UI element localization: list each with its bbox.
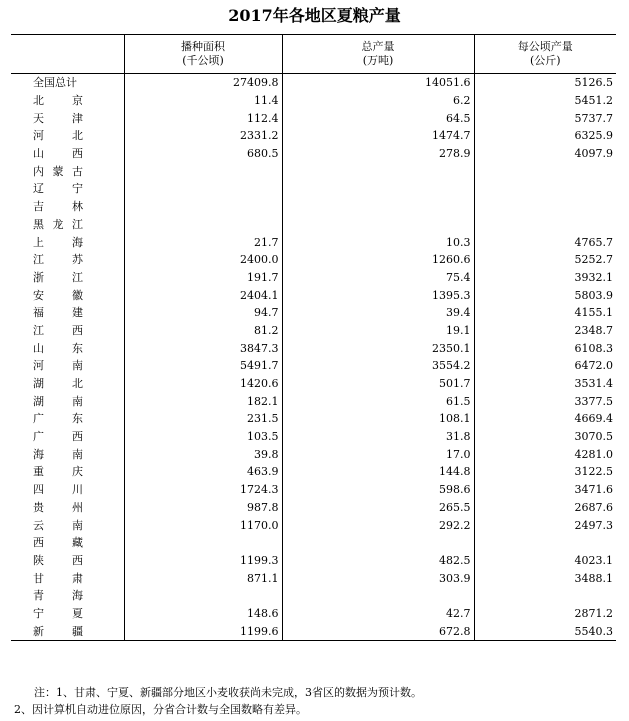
region-cell [11,269,124,287]
region-name: 贵 州 [33,500,83,514]
area-cell [124,534,282,552]
table-row [11,92,616,110]
output-cell: 501.7 [282,375,474,393]
yield-cell: 3122.5 [474,463,616,481]
area-cell: 27409.8 [124,74,282,92]
output-cell: 265.5 [282,499,474,517]
yield-cell: 3070.5 [474,428,616,446]
table-row [11,109,616,127]
output-cell [282,534,474,552]
area-cell: 680.5 [124,145,282,163]
area-cell [124,587,282,605]
yield-cell: 2348.7 [474,322,616,340]
yield-cell: 5540.3 [474,622,616,640]
output-cell: 39.4 [282,304,474,322]
region-cell [11,534,124,552]
table-row [11,552,616,570]
region-name: 吉 林 [33,200,83,214]
output-cell: 61.5 [282,392,474,410]
region-cell [11,605,124,623]
region-cell [11,375,124,393]
region-cell [11,233,124,251]
output-cell: 6.2 [282,92,474,110]
header-area-unit: (千公顷) [182,54,224,67]
yield-cell: 3531.4 [474,375,616,393]
area-cell: 2331.2 [124,127,282,145]
region-name: 山 西 [33,147,83,161]
region-cell [11,516,124,534]
table-header-row [11,35,616,74]
region-name: 全国总计 [33,76,77,90]
output-cell: 2350.1 [282,339,474,357]
region-cell [11,198,124,216]
area-cell: 21.7 [124,233,282,251]
yield-cell: 2497.3 [474,516,616,534]
area-cell: 3847.3 [124,339,282,357]
region-cell [11,286,124,304]
region-name: 湖 北 [33,377,83,391]
yield-cell: 6108.3 [474,339,616,357]
region-name: 新 疆 [33,624,83,638]
table-row [11,145,616,163]
region-name: 云 南 [33,518,83,532]
output-cell [282,198,474,216]
yield-cell [474,180,616,198]
output-cell: 292.2 [282,516,474,534]
table-row [11,534,616,552]
header-area-label: 播种面积 [181,40,225,53]
output-cell [282,180,474,198]
region-cell [11,109,124,127]
output-cell: 482.5 [282,552,474,570]
area-cell: 39.8 [124,445,282,463]
output-cell: 144.8 [282,463,474,481]
table-row [11,499,616,517]
yield-cell: 5451.2 [474,92,616,110]
area-cell: 1170.0 [124,516,282,534]
yield-cell [474,587,616,605]
table-row [11,392,616,410]
region-name: 江 苏 [33,253,83,267]
region-name: 陕 西 [33,553,83,567]
output-cell: 14051.6 [282,74,474,92]
region-name: 山 东 [33,341,83,355]
area-cell [124,180,282,198]
header-output-unit: (万吨) [362,54,394,67]
table-row [11,463,616,481]
table-row [11,233,616,251]
area-cell: 1420.6 [124,375,282,393]
table-row [11,445,616,463]
area-cell [124,198,282,216]
region-name: 重 庆 [33,465,83,479]
footnotes [14,684,422,718]
table-row [11,304,616,322]
footnote-2: 2、因计算机自动进位原因，分省合计数与全国数略有差异。 [14,703,307,716]
yield-cell: 5252.7 [474,251,616,269]
yield-cell [474,534,616,552]
yield-cell: 2687.6 [474,499,616,517]
yield-cell: 5126.5 [474,74,616,92]
table-row [11,428,616,446]
output-cell [282,587,474,605]
table-row [11,339,616,357]
area-cell: 81.2 [124,322,282,340]
region-name: 海 南 [33,447,83,461]
header-area [124,35,282,74]
region-cell [11,162,124,180]
region-name: 西 藏 [33,536,83,550]
region-cell [11,180,124,198]
area-cell [124,162,282,180]
area-cell: 94.7 [124,304,282,322]
region-name: 黑龙江 [33,217,83,231]
table-body [11,74,616,641]
yield-cell: 4765.7 [474,233,616,251]
output-cell: 598.6 [282,481,474,499]
area-cell: 987.8 [124,499,282,517]
area-cell: 182.1 [124,392,282,410]
area-cell: 1724.3 [124,481,282,499]
area-cell: 2400.0 [124,251,282,269]
output-cell: 17.0 [282,445,474,463]
region-cell [11,481,124,499]
data-table [11,34,616,641]
area-cell: 103.5 [124,428,282,446]
yield-cell: 5803.9 [474,286,616,304]
footnote-1: 注：1、甘肃、宁夏、新疆部分地区小麦收获尚未完成，3省区的数据为预计数。 [34,686,422,699]
yield-cell: 3488.1 [474,569,616,587]
area-cell: 1199.3 [124,552,282,570]
region-cell [11,569,124,587]
area-cell: 191.7 [124,269,282,287]
yield-cell [474,162,616,180]
region-cell [11,410,124,428]
yield-cell: 4281.0 [474,445,616,463]
table-row [11,162,616,180]
data-table-container [11,34,616,641]
region-cell [11,552,124,570]
region-name: 天 津 [33,111,83,125]
output-cell: 303.9 [282,569,474,587]
output-cell: 672.8 [282,622,474,640]
yield-cell: 4097.9 [474,145,616,163]
table-row [11,269,616,287]
area-cell: 112.4 [124,109,282,127]
yield-cell: 5737.7 [474,109,616,127]
yield-cell [474,198,616,216]
yield-cell: 4669.4 [474,410,616,428]
area-cell: 148.6 [124,605,282,623]
region-name: 上 海 [33,235,83,249]
table-row [11,605,616,623]
area-cell: 463.9 [124,463,282,481]
region-cell [11,392,124,410]
region-cell [11,251,124,269]
output-cell: 1260.6 [282,251,474,269]
output-cell: 19.1 [282,322,474,340]
area-cell [124,216,282,234]
region-name: 内蒙古 [33,164,83,178]
table-row [11,198,616,216]
yield-cell: 4155.1 [474,304,616,322]
region-name: 青 海 [33,589,83,603]
region-cell [11,145,124,163]
table-row [11,251,616,269]
table-row [11,180,616,198]
area-cell: 2404.1 [124,286,282,304]
region-cell [11,445,124,463]
region-cell [11,463,124,481]
table-row [11,410,616,428]
output-cell: 1474.7 [282,127,474,145]
region-name: 北 京 [33,94,83,108]
area-cell: 871.1 [124,569,282,587]
yield-cell: 3932.1 [474,269,616,287]
region-name: 辽 宁 [33,182,83,196]
output-cell: 31.8 [282,428,474,446]
output-cell: 3554.2 [282,357,474,375]
area-cell: 1199.6 [124,622,282,640]
region-name: 广 东 [33,412,83,426]
header-output [282,35,474,74]
table-row [11,375,616,393]
header-yield [474,35,616,74]
table-row [11,322,616,340]
output-cell: 108.1 [282,410,474,428]
yield-cell: 3377.5 [474,392,616,410]
yield-cell [474,216,616,234]
table-row [11,569,616,587]
header-output-label: 总产量 [361,40,395,53]
region-cell [11,428,124,446]
output-cell: 10.3 [282,233,474,251]
region-cell [11,499,124,517]
output-cell: 64.5 [282,109,474,127]
yield-cell: 4023.1 [474,552,616,570]
region-name: 浙 江 [33,270,83,284]
region-cell [11,339,124,357]
table-row [11,357,616,375]
region-name: 江 西 [33,323,83,337]
output-cell [282,162,474,180]
output-cell [282,216,474,234]
region-cell [11,216,124,234]
region-cell [11,304,124,322]
header-yield-unit: (公斤) [529,54,561,67]
area-cell: 5491.7 [124,357,282,375]
yield-cell: 2871.2 [474,605,616,623]
region-cell [11,587,124,605]
region-name: 宁 夏 [33,606,83,620]
table-row [11,127,616,145]
output-cell: 42.7 [282,605,474,623]
region-cell [11,92,124,110]
region-name: 四 川 [33,483,83,497]
table-row [11,587,616,605]
region-name: 福 建 [33,306,83,320]
header-yield-label: 每公顷产量 [517,40,573,53]
table-row [11,286,616,304]
area-cell: 11.4 [124,92,282,110]
table-row [11,216,616,234]
region-cell [11,357,124,375]
yield-cell: 6472.0 [474,357,616,375]
output-cell: 278.9 [282,145,474,163]
region-cell [11,622,124,640]
region-name: 湖 南 [33,394,83,408]
header-region [11,35,124,74]
region-name: 广 西 [33,430,83,444]
region-name: 河 北 [33,129,83,143]
region-name: 安 徽 [33,288,83,302]
table-row [11,622,616,640]
region-cell [11,74,124,92]
output-cell: 1395.3 [282,286,474,304]
region-cell [11,127,124,145]
yield-cell: 6325.9 [474,127,616,145]
yield-cell: 3471.6 [474,481,616,499]
output-cell: 75.4 [282,269,474,287]
region-name: 河 南 [33,359,83,373]
page-title: 2017年各地区夏粮产量 [228,6,401,25]
table-row [11,516,616,534]
region-name: 甘 肃 [33,571,83,585]
table-row [11,74,616,92]
area-cell: 231.5 [124,410,282,428]
table-row [11,481,616,499]
region-cell [11,322,124,340]
